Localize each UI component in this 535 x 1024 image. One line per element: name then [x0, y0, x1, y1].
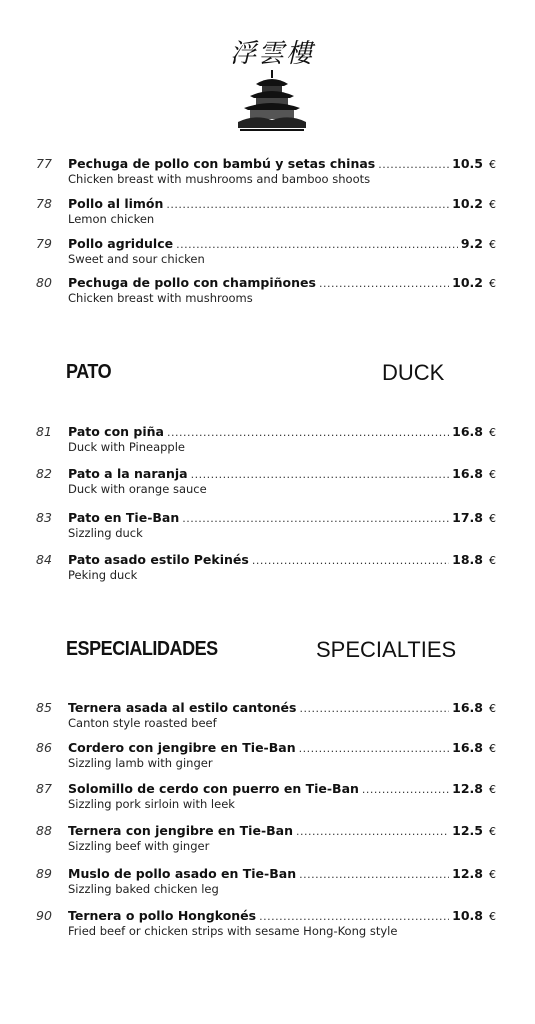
- logo-calligraphy: 浮雲樓: [229, 39, 314, 69]
- menu-item: [36, 466, 496, 500]
- item-description: Sizzling duck: [68, 526, 143, 540]
- item-name: Pollo al limón: [68, 196, 164, 211]
- menu-item: [36, 908, 496, 942]
- item-price: 10.2: [452, 196, 483, 211]
- currency-symbol: €: [489, 158, 496, 171]
- item-name: Pechuga de pollo con champiñones: [68, 275, 316, 290]
- leader-dots: [299, 701, 449, 717]
- leader-dots: [191, 467, 450, 483]
- leader-dots: [259, 909, 449, 925]
- menu-item: [36, 781, 496, 815]
- menu-item: [36, 424, 496, 458]
- currency-symbol: €: [489, 742, 496, 755]
- item-price: 12.8: [452, 781, 483, 796]
- leader-dots: [299, 867, 449, 883]
- item-description: Peking duck: [68, 568, 138, 582]
- item-description: Sweet and sour chicken: [68, 252, 205, 266]
- item-price: 16.8: [452, 700, 483, 715]
- currency-symbol: €: [489, 468, 496, 481]
- currency-symbol: €: [489, 825, 496, 838]
- menu-item: [36, 275, 496, 309]
- item-number: 84: [36, 552, 52, 567]
- leader-dots: [362, 782, 449, 798]
- currency-symbol: €: [489, 702, 496, 715]
- menu-item: [36, 552, 496, 586]
- leader-dots: [319, 276, 449, 292]
- item-number: 82: [36, 466, 52, 481]
- menu-item: [36, 196, 496, 230]
- item-price: 10.2: [452, 275, 483, 290]
- item-name: Pollo agridulce: [68, 236, 174, 251]
- item-description: Sizzling beef with ginger: [68, 839, 210, 853]
- item-name: Solomillo de cerdo con puerro en Tie-Ban: [68, 781, 359, 796]
- currency-symbol: €: [489, 910, 496, 923]
- currency-symbol: €: [489, 277, 496, 290]
- item-price: 12.8: [452, 866, 483, 881]
- item-name: Ternera asada al estilo cantonés: [68, 700, 297, 715]
- item-name: Cordero con jengibre en Tie-Ban: [68, 740, 296, 755]
- item-number: 83: [36, 510, 52, 525]
- item-description: Duck with orange sauce: [68, 482, 207, 496]
- item-number: 90: [36, 908, 52, 923]
- item-name: Pato en Tie-Ban: [68, 510, 180, 525]
- item-description: Chicken breast with mushrooms: [68, 291, 253, 305]
- item-name: Ternera o pollo Hongkonés: [68, 908, 257, 923]
- currency-symbol: €: [489, 554, 496, 567]
- item-description: Canton style roasted beef: [68, 716, 217, 730]
- pagoda-icon: [234, 68, 310, 132]
- item-price: 9.2: [460, 236, 483, 251]
- currency-symbol: €: [489, 868, 496, 881]
- leader-dots: [299, 741, 450, 757]
- item-price: 16.8: [452, 740, 483, 755]
- item-price: 18.8: [452, 552, 483, 567]
- currency-symbol: €: [489, 198, 496, 211]
- item-price: 10.8: [452, 908, 483, 923]
- item-price: 16.8: [452, 424, 483, 439]
- leader-dots: [166, 197, 449, 213]
- section-title-es: ESPECIALIDADES: [66, 638, 218, 660]
- item-name: Pato con piña: [68, 424, 164, 439]
- item-price: 12.5: [452, 823, 483, 838]
- leader-dots: [296, 824, 449, 840]
- item-number: 79: [36, 236, 52, 251]
- item-price: 17.8: [452, 510, 483, 525]
- leader-dots: [378, 157, 449, 173]
- item-number: 78: [36, 196, 52, 211]
- section-title-en: DUCK: [382, 360, 445, 385]
- currency-symbol: €: [489, 426, 496, 439]
- item-description: Sizzling lamb with ginger: [68, 756, 213, 770]
- menu-item: [36, 740, 496, 774]
- leader-dots: [167, 425, 449, 441]
- currency-symbol: €: [489, 783, 496, 796]
- item-price: 10.5: [452, 156, 483, 171]
- menu-item: [36, 510, 496, 544]
- item-description: Lemon chicken: [68, 212, 155, 226]
- menu-item: [36, 236, 496, 270]
- item-number: 87: [36, 781, 52, 796]
- item-name: Pato a la naranja: [68, 466, 188, 481]
- item-name: Ternera con jengibre en Tie-Ban: [68, 823, 293, 838]
- section-title-en: SPECIALTIES: [316, 637, 457, 662]
- leader-dots: [176, 237, 458, 253]
- item-description: Sizzling baked chicken leg: [68, 882, 219, 896]
- item-number: 80: [36, 275, 52, 290]
- item-number: 86: [36, 740, 52, 755]
- item-number: 89: [36, 866, 52, 881]
- restaurant-logo: [222, 40, 322, 132]
- item-name: Pechuga de pollo con bambú y setas chinas: [68, 156, 376, 171]
- item-description: Chicken breast with mushrooms and bamboo shoots: [68, 172, 371, 186]
- item-price: 16.8: [452, 466, 483, 481]
- section-title-es: PATO: [66, 361, 112, 383]
- item-description: Fried beef or chicken strips with sesame Hong-Kong style: [68, 924, 398, 938]
- item-number: 88: [36, 823, 52, 838]
- menu-item: [36, 866, 496, 900]
- item-description: Duck with Pineapple: [68, 440, 185, 454]
- item-description: Sizzling pork sirloin with leek: [68, 797, 235, 811]
- item-number: 85: [36, 700, 52, 715]
- item-name: Muslo de pollo asado en Tie-Ban: [68, 866, 297, 881]
- currency-symbol: €: [489, 512, 496, 525]
- leader-dots: [182, 511, 449, 527]
- menu-item: [36, 823, 496, 857]
- leader-dots: [252, 553, 449, 569]
- item-number: 77: [36, 156, 52, 171]
- menu-item: [36, 700, 496, 734]
- menu-item: [36, 156, 496, 190]
- currency-symbol: €: [489, 238, 496, 251]
- item-name: Pato asado estilo Pekinés: [68, 552, 249, 567]
- item-number: 81: [36, 424, 52, 439]
